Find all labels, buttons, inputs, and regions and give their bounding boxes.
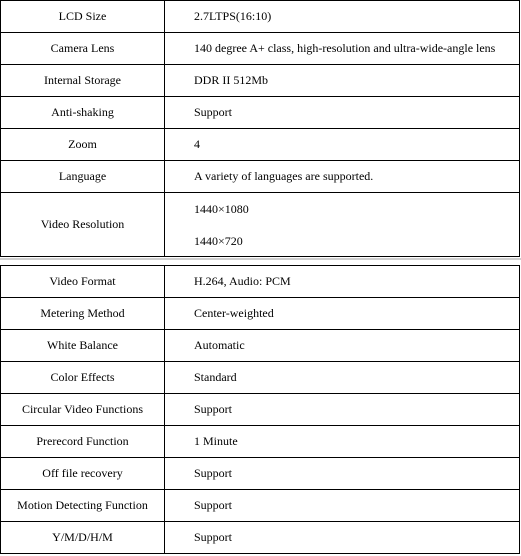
spec-label: Language [1, 161, 165, 193]
spec-value: DDR II 512Mb [165, 65, 520, 97]
spec-label: Video Resolution [1, 193, 165, 257]
table-row [1, 97, 520, 129]
table-row [1, 490, 520, 522]
spec-label: White Balance [1, 330, 165, 362]
spec-label: Circular Video Functions [1, 394, 165, 426]
spec-label: Motion Detecting Function [1, 490, 165, 522]
table-row [1, 1, 520, 33]
spec-label: Metering Method [1, 298, 165, 330]
spec-label: Internal Storage [1, 65, 165, 97]
table-row [1, 193, 520, 257]
resolution-option: 1440×720 [194, 233, 243, 248]
spec-label: LCD Size [1, 1, 165, 33]
table-row [1, 522, 520, 554]
spec-value: Automatic [165, 330, 520, 362]
table-row [1, 426, 520, 458]
spec-value: 4 [165, 129, 520, 161]
table-row [1, 65, 520, 97]
page-break-divider [0, 258, 521, 260]
spec-value: Center-weighted [165, 298, 520, 330]
spec-value: Support [165, 394, 520, 426]
spec-value: 2.7LTPS(16:10) [165, 1, 520, 33]
resolution-option: 1440×1080 [194, 201, 249, 216]
spec-value: Support [165, 490, 520, 522]
spec-value: Support [165, 97, 520, 129]
spec-label: Color Effects [1, 362, 165, 394]
table-row [1, 129, 520, 161]
table-row [1, 330, 520, 362]
spec-label: Zoom [1, 129, 165, 161]
spec-label: Video Format [1, 266, 165, 298]
table-row [1, 458, 520, 490]
spec-label: Prerecord Function [1, 426, 165, 458]
spec-value: Support [165, 458, 520, 490]
spec-value: A variety of languages are supported. [165, 161, 520, 193]
table-row [1, 266, 520, 298]
spec-table-top [0, 0, 520, 257]
spec-label: Camera Lens [1, 33, 165, 65]
table-row [1, 362, 520, 394]
spec-value-multi [165, 193, 520, 257]
spec-value: 1 Minute [165, 426, 520, 458]
spec-table-bottom [0, 265, 520, 554]
spec-label: Off file recovery [1, 458, 165, 490]
spec-label: Y/M/D/H/M [1, 522, 165, 554]
spec-value: H.264, Audio: PCM [165, 266, 520, 298]
spec-value: Standard [165, 362, 520, 394]
table-row [1, 161, 520, 193]
spec-value: Support [165, 522, 520, 554]
table-row [1, 33, 520, 65]
table-row [1, 298, 520, 330]
table-row [1, 394, 520, 426]
spec-label: Anti-shaking [1, 97, 165, 129]
spec-value: 140 degree A+ class, high-resolution and ultra-wide-angle lens [165, 33, 520, 65]
